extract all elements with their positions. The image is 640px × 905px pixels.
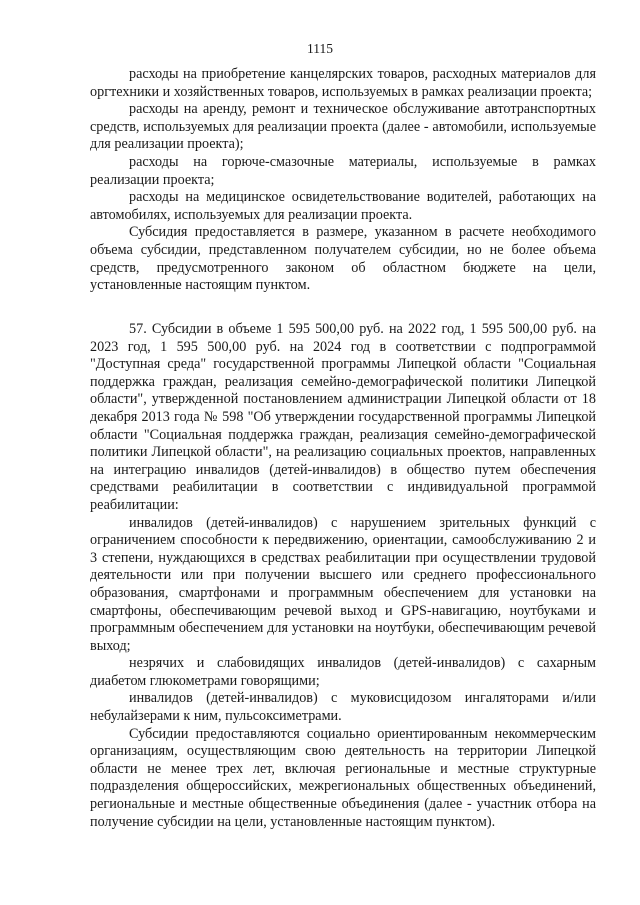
paragraph-vehicle-rent-expenses: расходы на аренду, ремонт и техническое обслуживание автотранспортных средств, используемых для реализации проекта (далее - автомобили, используемые для реализации проекта); [90, 101, 596, 153]
paragraph-stationery-expenses: расходы на приобретение канцелярских товаров, расходных материалов для оргтехники и хозяйственных товаров, используемых в рамках реализации проекта; [90, 66, 596, 100]
paragraph-visually-impaired: инвалидов (детей-инвалидов) с нарушением зрительных функций с ограничением способности к передвижению, ориентации, самообслуживанию 2 и 3 степени, нуждающихся в средствах реабилитации при осуществлении трудовой деятельности или при получении высшего или среднего профессионального образования, смартфонами и программным обеспечением для установки на смартфоны, обеспечивающим речевой выход и GPS-навигацию, ноутбуками и программным обеспечением для установки на ноутбуки, обеспечивающим речевой выход; [90, 514, 596, 654]
text-block-item-57 [90, 321, 596, 831]
paragraph-fuel-expenses: расходы на горюче-смазочные материалы, используемые в рамках реализации проекта; [90, 153, 596, 188]
paragraph-medical-exam-expenses: расходы на медицинское освидетельствование водителей, работающих на автомобилях, используемых для реализации проекта. [90, 189, 596, 223]
paragraph-diabetes: незрячих и слабовидящих инвалидов (детей-инвалидов) с сахарным диабетом глюкометрами говорящими; [90, 655, 596, 689]
paragraph-recipients: Субсидии предоставляются социально ориентированным некоммерческим организациям, осуществляющим свою деятельность на территории Липецкой области не менее трех лет, включая региональные и местные структурные подразделения общероссийских, межрегиональных общественных объединений, региональные и местные общественные объединения (далее - участник отбора на получение субсидии на цели, установленные настоящим пунктом). [90, 725, 596, 830]
paragraph-item-57: 57. Субсидии в объеме 1 595 500,00 руб. на 2022 год, 1 595 500,00 руб. на 2023 год, 1 595 500,00 руб. на 2024 год в соответствии с подпрограммой "Доступная среда" государственной программы Липецкой области "Социальная поддержка граждан, реализация семейно-демографической политики Липецкой области", утвержденной постановлением администрации Липецкой области от 18 декабря 2013 года № 598 "Об утверждении государственной программы Липецкой области "Социальная поддержка граждан, реализация семейно-демографической политики Липецкой области", на реализацию социальных проектов, направленных на интеграцию инвалидов (детей-инвалидов) в общество путем обеспечения средствами реабилитации в соответствии с индивидуальной программой реабилитации: [90, 321, 596, 513]
text-block-expenses [90, 66, 596, 295]
page-number: 1115 [307, 41, 333, 56]
paragraph-cystic-fibrosis: инвалидов (детей-инвалидов) с муковисцидозом ингаляторами и/или небулайзерами к ним, пульсоксиметрами. [90, 690, 596, 725]
paragraph-subsidy-amount: Субсидия предоставляется в размере, указанном в расчете необходимого объема субсидии, представленном получателем субсидии, но не более объема средств, предусмотренного законом об областном бюджете на цели, установленные настоящим пунктом. [90, 224, 596, 294]
